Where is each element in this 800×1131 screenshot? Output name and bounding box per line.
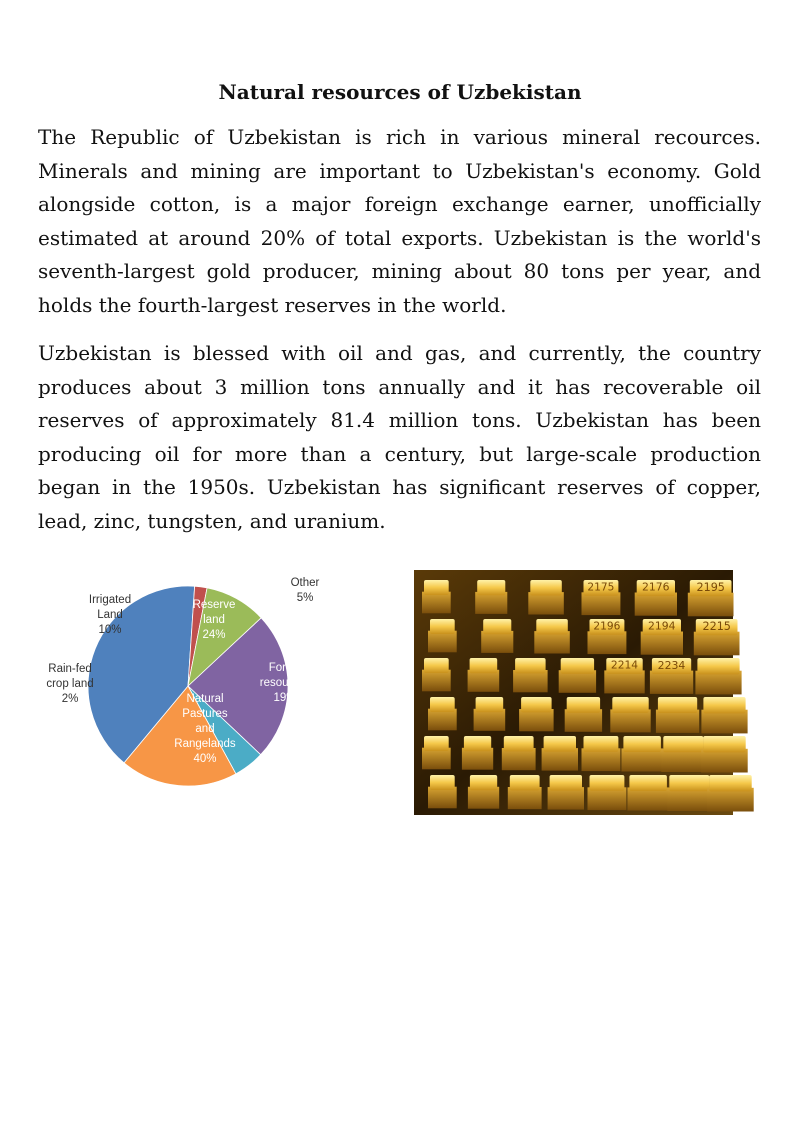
gold-bar-top <box>703 697 745 713</box>
gold-bar-top <box>697 658 739 674</box>
gold-bar-top <box>483 619 511 634</box>
gold-bar-stamp: 2234 <box>657 658 686 672</box>
gold-bar-stamp: 2196 <box>593 620 621 633</box>
gold-bar-top <box>424 580 449 595</box>
pie-slice-label: Forest resources 19% <box>259 662 311 704</box>
gold-bar-stamp: 2175 <box>587 581 615 594</box>
gold-bar-top <box>504 736 534 751</box>
land-use-pie-chart <box>46 568 338 788</box>
gold-bar-stamp: 2215 <box>702 619 731 633</box>
gold-bar-top <box>623 736 661 752</box>
gold-bar-top <box>709 775 752 791</box>
gold-bar-top <box>629 775 667 791</box>
pie-slice-label: Natural Pastures and Rangelands 40% <box>174 693 236 765</box>
gold-bar-stamp: 2195 <box>696 580 725 594</box>
gold-bar-top <box>430 775 455 790</box>
gold-bar-top <box>510 775 540 790</box>
gold-bar-top <box>584 736 619 752</box>
gold-bar-top <box>470 658 498 673</box>
paragraph-minerals: The Republic of Uzbekistan is rich in various mineral recources. Minerals and mining are important to Uzbekistan's economy. Gold alongside cotton, is a major foreign exchange earner, unofficially estimated at around 20% of total exports. Uzbekistan is the world's seventh-largest gold producer, mining about 80 tons per year, and holds the fourth-largest reserves in the world. <box>38 125 761 317</box>
gold-bar-stamp: 2214 <box>610 658 639 672</box>
gold-bar-top <box>470 775 497 790</box>
pie-slice-label: Rain-fed crop land 2% <box>46 663 94 705</box>
pie-slice-label: Other 5% <box>290 577 320 604</box>
gold-bar-top <box>536 619 568 635</box>
gold-bar-stamp: 2194 <box>648 619 676 633</box>
document-title: Natural resources of Uzbekistan <box>218 80 582 104</box>
gold-bar-top <box>544 736 576 752</box>
pie-slice-label: Reserve land 24% <box>192 599 236 641</box>
gold-bar-top <box>669 775 709 791</box>
gold-bar-top <box>430 697 455 712</box>
gold-bar-top <box>530 580 562 596</box>
gold-bar-top <box>521 697 552 712</box>
gold-bar-top <box>476 697 504 712</box>
gold-bar-top <box>703 736 746 752</box>
paragraph-oil-gas: Uzbekistan is blessed with oil and gas, and currently, the country produces about 3 million tons annually and it has recoverable oil reserves of approximately 81.4 million tons. Uzbekistan has been producing oil for more than a century, but large-scale production began in the 1950s. Uzbekistan has significant reserves of copper, lead, zinc, tungsten, and uranium. <box>38 341 761 533</box>
pie-chart-svg <box>46 568 338 788</box>
gold-bar-top <box>612 697 648 713</box>
pie-slice-label: Irrigated Land 10% <box>88 594 132 636</box>
gold-bars-photo <box>414 570 733 815</box>
gold-bar-stamp: 2176 <box>642 580 670 594</box>
gold-bar-top <box>663 736 703 752</box>
gold-bar-top <box>430 619 455 634</box>
gold-bar-top <box>561 658 594 674</box>
gold-bar-top <box>550 775 582 791</box>
gold-bar-top <box>477 580 505 595</box>
gold-bar-top <box>424 658 449 673</box>
gold-bars-image <box>414 570 733 815</box>
gold-bar-top <box>567 697 600 713</box>
gold-bar-top <box>590 775 625 791</box>
gold-bar-top <box>515 658 546 673</box>
gold-bar-top <box>464 736 491 751</box>
gold-bar-top <box>424 736 449 751</box>
gold-bar-top <box>658 697 697 713</box>
